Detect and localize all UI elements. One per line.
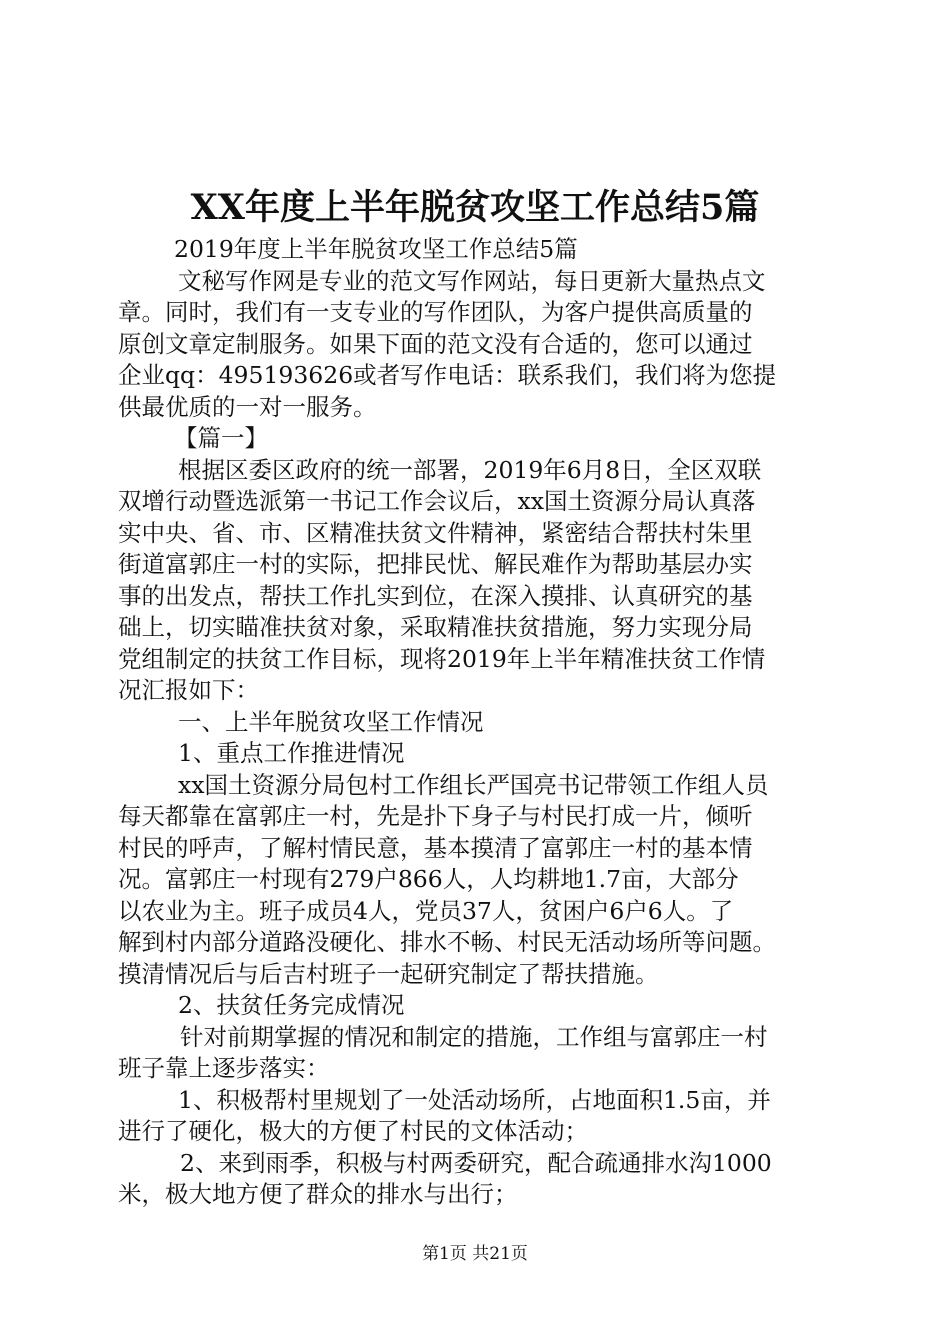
paragraph-line: 事的出发点，帮扶工作扎实到位，在深入摸排、认真研究的基	[118, 581, 753, 610]
paragraph-line: 双增行动暨选派第一书记工作会议后，xx国土资源分局认真落	[118, 487, 756, 515]
paragraph-line: 础上，切实瞄准扶贫对象，采取精准扶贫措施，努力实现分局	[118, 613, 753, 641]
section-heading: 【篇一】	[174, 424, 268, 452]
paragraph-line: 街道富郭庄一村的实际，把排民忧、解民难作为帮助基层办实	[118, 550, 753, 578]
paragraph-line: 况。富郭庄一村现有279户866人，人均耕地1.7亩，大部分	[118, 865, 739, 893]
paragraph-line: 文秘写作网是专业的范文写作网站，每日更新大量热点文	[178, 266, 766, 295]
list-item-line: 进行了硬化，极大的方便了村民的文体活动；	[118, 1117, 588, 1145]
section-heading: 一、上半年脱贫攻坚工作情况	[178, 707, 484, 736]
paragraph-line: 村民的呼声，了解村情民意，基本摸清了富郭庄一村的基本情	[118, 833, 753, 862]
paragraph-line: 以农业为主。班子成员4人，党员37人，贫困户6户6人。了	[118, 896, 734, 925]
list-item-line: 1、积极帮村里规划了一处活动场所，占地面积1.5亩，并	[178, 1085, 771, 1114]
paragraph-line: 党组制定的扶贫工作目标，现将2019年上半年精准扶贫工作情	[118, 644, 766, 673]
paragraph-line: 解到村内部分道路没硬化、排水不畅、村民无活动场所等问题。	[118, 928, 776, 956]
paragraph-line: 原创文章定制服务。如果下面的范文没有合适的，您可以通过	[118, 329, 753, 358]
paragraph-line: 根据区委区政府的统一部署，2019年6月8日，全区双联	[178, 455, 762, 484]
document-title: XX年度上半年脱贫攻坚工作总结5篇	[190, 187, 760, 228]
paragraph-line: 针对前期掌握的情况和制定的措施，工作组与富郭庄一村	[180, 1022, 768, 1051]
paragraph-line: 企业qq：495193626或者写作电话：联系我们，我们将为您提	[118, 361, 777, 389]
paragraph-line: xx国土资源分局包村工作组长严国亮书记带领工作组人员	[178, 770, 769, 799]
subsection-heading: 1、重点工作推进情况	[178, 739, 405, 767]
page-footer: 第1页 共21页	[422, 1244, 528, 1264]
paragraph-line: 章。同时，我们有一支专业的写作团队，为客户提供高质量的	[118, 298, 753, 326]
document-body	[118, 234, 848, 1211]
paragraph-line: 况汇报如下：	[118, 676, 259, 704]
paragraph-line: 摸清情况后与后吉村班子一起研究制定了帮扶措施。	[118, 959, 659, 988]
paragraph-line: 每天都靠在富郭庄一村，先是扑下身子与村民打成一片，倾听	[118, 802, 753, 830]
list-item-line: 2、来到雨季，积极与村两委研究，配合疏通排水沟1000	[180, 1148, 772, 1177]
subtitle-line: 2019年度上半年脱贫攻坚工作总结5篇	[174, 235, 578, 263]
subsection-heading: 2、扶贫任务完成情况	[178, 991, 405, 1019]
paragraph-line: 班子靠上逐步落实：	[118, 1054, 330, 1082]
paragraph-line: 供最优质的一对一服务。	[118, 392, 377, 421]
paragraph-line: 实中央、省、市、区精准扶贫文件精神，紧密结合帮扶村朱里	[118, 518, 753, 547]
list-item-line: 米，极大地方便了群众的排水与出行；	[118, 1180, 518, 1208]
